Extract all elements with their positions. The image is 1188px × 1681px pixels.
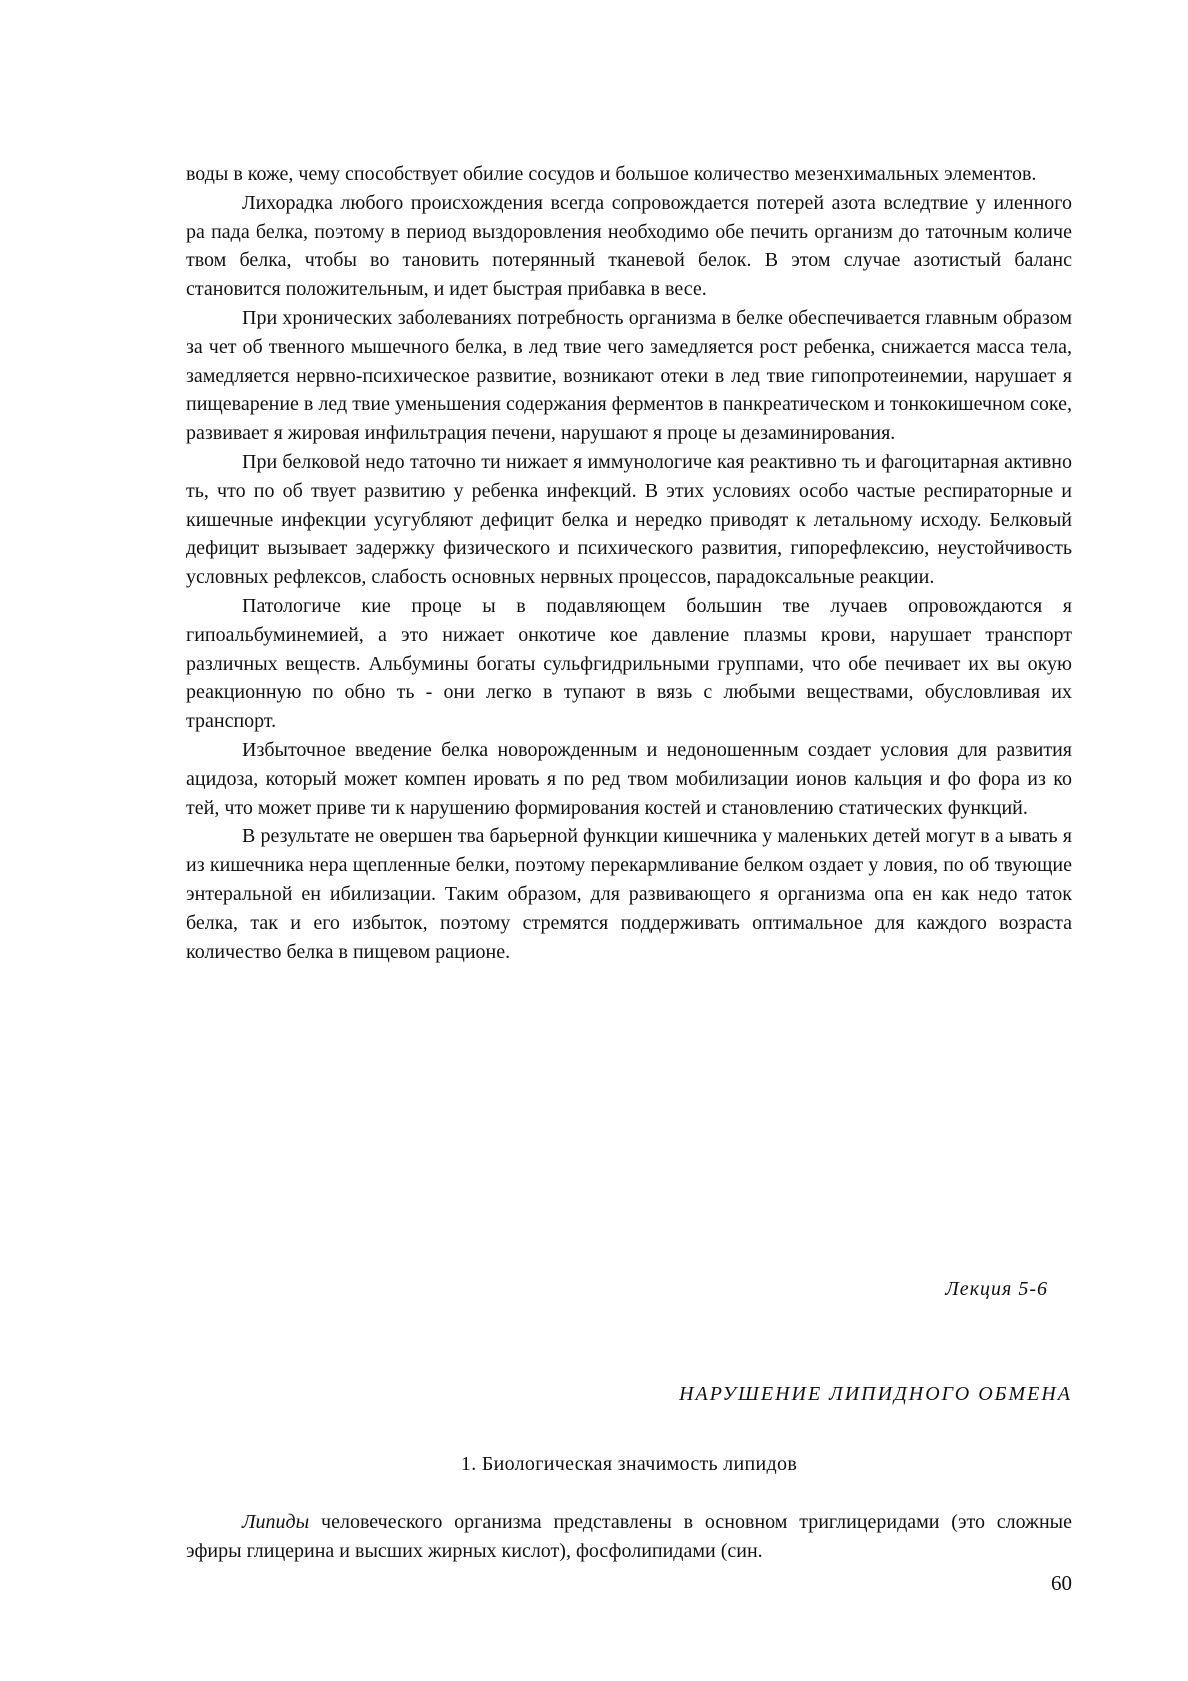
page-number: 60 <box>1051 1571 1072 1595</box>
paragraph-5: Патологиче кие проце ы в подавляющем большин тве лучаев опровождаются я гипоальбуминемией, а это нижает онкотиче кое давление плазмы крови, нарушает транспорт различных веществ. Альбумины богаты сульфгидрильными группами, что обе печивает их вы окую реакционную по обно ть - они легко в тупают в вязь с любыми веществами, обусловливая их транспорт. <box>186 594 1072 733</box>
paragraph-2: Лихорадка любого происхождения всегда сопровождается потерей азота вследтвие у иленного ра пада белка, поэтому в период выздоровления необходимо обе печить организм до таточным количе твом белка, чтобы во тановить потерянный тканевой белок. В этом случае азотистый баланс становится положительным, и идет быстрая прибавка в весе. <box>186 191 1072 301</box>
section-title: 1. Биологическая значимость липидов <box>460 1453 798 1475</box>
paragraph-7: В результате не овершен тва барьерной функции кишечника у маленьких детей могут в а ывать я из кишечника нера щепленные белки, поэтому перекармливание белком оздает у ловия, по об твующие энтеральной ен ибилизации. Таким образом, для развивающего я организма опа ен как недо таток белка, так и его избыток, поэтому стремятся поддерживать оптимальное для каждого возраста количество белка в пищевом рационе. <box>186 825 1072 963</box>
paragraph-1: воды в коже, чему способствует обилие сосудов и большое количество мезенхимальных элементов. <box>186 163 1037 185</box>
lecture-label: Лекция 5-6 <box>945 1278 1048 1300</box>
paragraph-4: При белковой недо таточно ти нижает я иммунологиче кая реактивно ть и фагоцитарная активно ть, что по об твует развитию у ребенка инфекций. В этих условиях особо частые респираторные и кишечные инфекции усугубляют дефицит белка и нередко приводят к летальному исходу. Белковый дефицит вызывает задержку физического и психического развития, гипорефлексию, неустойчивость условных рефлексов, слабость основных нервных процессов, парадоксальные реакции. <box>186 450 1072 589</box>
chapter-title: НАРУШЕНИЕ ЛИПИДНОГО ОБМЕНА <box>679 1383 1072 1405</box>
body-text <box>186 160 1072 966</box>
paragraph-3: При хронических заболеваниях потребность организма в белке обеспечивается главным образом за чет об твенного мышечного белка, в лед твие чего замедляется рост ребенка, снижается масса тела, замедляется нервно-психическое развитие, возникают отеки в лед твие гипопротеинемии, нарушает я пищеварение в лед твие уменьшения содержания ферментов в панкреатическом и тонкокишечном соке, развивает я жировая инфильтрация печени, нарушают я проце ы дезаминирования. <box>186 306 1072 445</box>
final-paragraph-text: человеческого организма представлены в основном триглицеридами (это сложные эфиры глицерина и высших жирных кислот), фосфолипидами (син. <box>186 1511 1072 1562</box>
paragraph-6: Избыточное введение белка новорожденным и недоношенным создает условия для развития ацидоза, который может компен ировать я по ред твом мобилизации ионов кальция и фо фора из ко тей, что может приве ти к нарушению формирования костей и становлению статических функций. <box>186 738 1072 819</box>
final-paragraph-term: Липиды <box>242 1511 310 1533</box>
final-paragraph <box>186 1508 1072 1566</box>
